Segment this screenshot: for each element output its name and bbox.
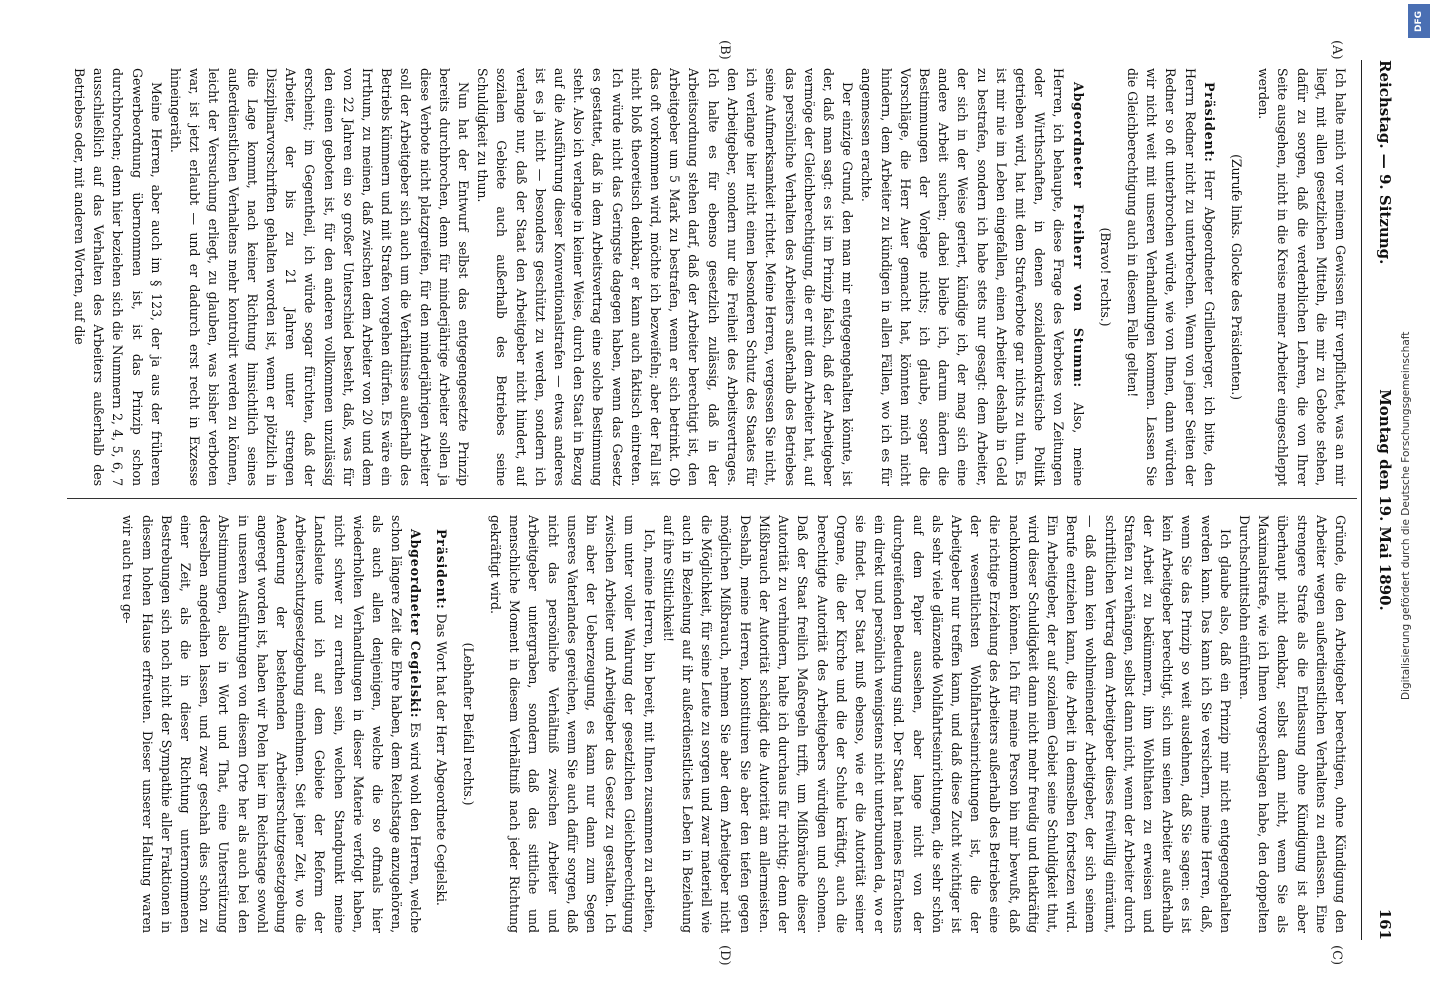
dfg-logo: DFG <box>1408 4 1430 38</box>
paragraph: Nun hat der Entwurf selbst das entgegengesetzte Prinzip bereits durchbrochen, denn für minderjährige Arbeiter sollen ja diese Verbote nicht platzgreifen, für den minderjährigen Arbeiter soll der Arbeitgeber sich auch um die Verhältnisse außerhalb des Betriebs kümmern und mit Strafen vorgehen dürfen. Es wäre ein Irrthum, zu meinen, daß zwischen dem Arbeiter von 20 und dem von 22 Jahren ein so großer Unterschied besteht, daß, was für den einen geboten ist, für den anderen vollkommen unzulässig erscheint; im Gegentheil, ich würde sogar fürchten, daß der Arbeiter, der bis zu 21 Jahren unter strengen Disziplinarvorschriften gehalten worden ist, wenn er plötzlich in die Lage kommt, nach keiner Richtung hinsichtlich seines außerdienstlichen Verhaltens mehr kontrolirt werden zu können, leicht der Versuchung erliegt, zu glauben, was bisher verboten war, ist jetzt erlaubt — und er dadurch erst recht in Exzesse hineingeräth. <box>168 68 472 486</box>
margin-marker-c: (C) <box>1329 945 1344 966</box>
header-date: Montag den 19. Mai 1890. <box>1376 389 1394 611</box>
stage-direction: (Lebhafter Beifall rechts.) <box>460 642 476 806</box>
speech-paragraph <box>431 515 450 933</box>
page-header <box>1361 60 1402 940</box>
margin-marker-b: (B) <box>717 40 732 60</box>
page-number: 161 <box>1376 908 1394 940</box>
paragraph: Der einzige Grund, den man mir entgegengehalten könnte, ist der, daß man sagt: es ist im Prinzip falsch, daß der Arbeitgeber vermöge der Gleichberechtigung, die er mit dem Arbeiter hat, auf das persönliche Verhalten des Arbeiters außerhalb des Betriebes seine Aufmerksamkeit richtet. Meine Herren, vergessen Sie nicht, ich verlange hier nicht einen besonderen Schutz des Staates für den Arbeitgeber, sondern nur die Freiheit des Arbeitsvertrages. Ich halte es für ebenso gesetzlich zulässig, daß in der Arbeitsordnung stehen darf, daß der Arbeiter berechtigt ist, den Arbeitgeber um 5 Mark zu bestrafen, wenn er sich betrinkt. Ob das oft vorkommen wird, möchte ich bezweifeln; aber der Fall ist nicht bloß theoretisch denkbar, er kann auch faktisch eintreten. Ich würde nicht das Geringste dagegen haben, wenn das Gesetz es gestattet, daß in dem Arbeitsvertrag eine solche Bestimmung steht. Also ich verlange in keiner Weise, durch den Staat in Bezug auf die Ausführung dieser Konventionalstrafen — etwas anderes ist es ja nicht — besonders geschützt zu werden, sondern ich verlange nur, daß der Staat den Arbeitgeber nicht hindert, auf sozialem Gebiete auch außerhalb des Betriebes seine Schuldigkeit zu thun. <box>475 68 856 486</box>
speech-text: Das Wort hat der Herr Abgeordnete Cegielski. <box>433 613 449 906</box>
margin-marker-a: (A) <box>1329 40 1344 60</box>
paragraph: Ich, meine Herren, bin bereit, mit Ihnen zusammen zu arbeiten, um unter voller Wahrung der gesetzlichen Gleichberechtigung zwischen Arbeiter und Arbeitgeber das Gesetz zu gestalten. Ich bin aber der Ueberzeugung, es kann nur dann zum Segen unseres Vaterlandes gereichen, wenn Sie auch dafür sorgen, daß nicht das persönliche Verhältniß zwischen Arbeiter und Arbeitgeber untergraben, sondern daß das sittliche und menschliche Moment in diesem Verhältniß nach jeder Richtung gekräftigt wird. <box>488 515 657 933</box>
speech-text: Es wird wohl den Herren, welche schon längere Zeit die Ehre haben, dem Reichstage anzugehören, als auch allen denjenigen, welche die so oftmals hier wiederholten Verhandlungen in dieser Materie verfolgt haben, nicht schwer zu errathen sein, welchen Standpunkt meine Landsleute und ich auf dem Gebiete der Reform der Arbeiterschutzgesetzgebung einnehmen. Seit jener Zeit, wo die Aenderung der bestehenden Arbeiterschutzgesetzgebung angeregt worden ist, haben wir Polen hier im Reichstage sowohl in unseren Ausführungen von diesem Orte her als auch bei den Abstimmungen, also in Wort und That, eine Unterstützung derselben angedeihen lassen, und zwar geschah dies schon zu einer Zeit, als die in dieser Richtung unternommenen Bestrebungen sich noch nicht der Sympathie aller Fraktionen in diesem hohen Hause erfreuten. Dieser unserer Haltung waren wir auch treu ge- <box>120 515 424 933</box>
speech-paragraph <box>118 515 425 933</box>
speech-text: Also, meine Herren, ich behaupte, diese Frage des Verbotes von Zeitungen oder Wirthschaften, in denen sozialdemokratische Politik getrieben wird, hat mit dem Strafverbote gar nichts zu thun. Es ist mir nie im Leben eingefallen, einen Arbeiter deshalb in Geld zu bestrafen, sondern ich habe stets nur gesagt: dem Arbeiter, der sich in der Weise geriert, kündige ich, der mag sich eine andere Arbeit suchen; dabei bleibe ich, darum ändern die Bestimmungen der Vorlage nichts; ich glaube, sogar die Vorschläge, die Herr Auer gemacht hat, könnten mich nicht hindern, dem Arbeiter zu kündigen in allen Fällen, wo ich es für angemessen erachte. <box>859 68 1086 486</box>
paragraph: Gründe, die den Arbeitgeber berechtigen, ohne Kündigung den Arbeiter wegen außerdienstlichen Verhaltens zu entlassen. Eine strengere Strafe als die Entlassung ohne Kündigung ist aber überhaupt nicht denkbar, selbst dann nicht, wenn Sie als Maximalstrafe, wie ich Ihnen vorgeschlagen habe, den doppelten Durchschnittslohn einführen. <box>1236 515 1348 933</box>
stage-direction: (Zurufe links. Glocke des Präsidenten.) <box>1228 154 1244 400</box>
speaker-name: Präsident: <box>1201 82 1217 163</box>
speech-paragraph <box>1123 68 1219 486</box>
paragraph: Ich glaube also, daß ein Prinzip mir nicht entgegengehalten werden kann. Das kann ich Sie versichern, meine Herren, daß, wenn Sie das Prinzip so weit ausdehnen, daß Sie sagen: es ist kein Arbeitgeber berechtigt, sich um seinen Arbeiter außerhalb der Arbeit zu bekümmern, ihm Wohlthaten zu erweisen und Strafen zu verhängen, selbst dann nicht, wenn der Arbeiter durch schriftlichen Vertrag dem Arbeitgeber dieses freiwillig einräumt, — daß dann kein wohlmeinender Arbeitgeber, der sich seinem Berufe entziehen kann, die Arbeit in demselben fortsetzen wird. Ein Arbeitgeber, der auf sozialem Gebiet seine Schuldigkeit thut, wird dieser Schuldigkeit dann nicht mehr freudig und thatkräftig nachkommen können. Ich für meine Person bin mir bewußt, daß die richtige Erziehung des Arbeiters außerhalb des Betriebes eine der wesentlichsten Wohlfahrtseinrichtungen ist, die der Arbeitgeber nur treffen kann, und daß diese Zucht wichtiger ist als sehr viele glänzende Wohlfahrtseinrichtungen, die sehr schön auf dem Papier aussehen, aber lange nicht von der durchgreifenden Bedeutung sind. Der Staat hat meines Erachtens ein direkt und persönlich wenigstens nicht unterbunden da, wo er sie findet. Der Staat muß ebenso, wie er die Autorität seiner Organe, die der Kirche und die der Schule kräftigt, auch die berechtigte Autorität des Arbeitgebers würdigen und schonen. Daß der Staat freilich Maßregeln trifft, um Mißbräuche dieser Autorität zu verhindern, halte ich durchaus für richtig; denn der Mißbrauch der Autorität schädigt die Autorität am allermeisten. Deshalb, meine Herren, konstituiren Sie aber den tiefen gegen möglichen Mißbrauch, nehmen Sie aber dem Arbeitgeber nicht die Möglichkeit, für seine Leute zu sorgen und zwar materiell wie auch in Beziehung auf ihr außerdienstliches Leben in Beziehung auf ihre Sittlichkeit! <box>660 515 1233 933</box>
column-divider <box>67 498 1357 499</box>
speaker-name: Abgeordneter Cegielski: <box>408 529 424 719</box>
speech-text: Herr Abgeordneter Grillenberger, ich bitte, den Herrn Redner nicht zu unterbrechen. Wenn von jener Seiten der Redner so oft unterbrochen würde, wie von Ihnen, dann würden wir nicht weit mit unseren Verhandlungen kommen. Lassen Sie die Gleichberechtigung auch in diesem Falle gelten! <box>1124 68 1217 486</box>
right-column <box>60 515 1350 933</box>
left-column <box>60 68 1350 486</box>
margin-marker-d: (D) <box>717 945 732 966</box>
dfg-credit: Digitalisierung gefördert durch die Deutsche Forschungsgemeinschaft <box>1400 331 1412 700</box>
stage-direction: (Bravo! rechts.) <box>1097 227 1113 327</box>
paragraph: Meine Herren, aber auch im § 123, der ja aus der früheren Gewerbeordnung übernommen ist, ist das Prinzip schon durchbrochen; denn hier beziehen sich die Nummern 2, 4, 5, 6, 7 ausschließlich auf das Verhalten des Arbeiters außerhalb des Betriebes oder, mit anderen Worten, auf die <box>72 68 164 486</box>
paragraph: Ich halte mich vor meinem Gewissen für verpflichtet, was an mir liegt, mit allen gesetzlichen Mitteln, die mir zu Gebote stehen, dafür zu sorgen, daß die verderblichen Lehren, die von Ihrer Seite ausgehen, nicht in die Kreise meiner Arbeiter eingeschleppt werden. <box>1256 68 1348 486</box>
speech-paragraph <box>857 68 1087 486</box>
header-session: Reichstag. — 9. Sitzung. <box>1376 60 1394 265</box>
speaker-name: Abgeordneter Freiherr von Stumm: <box>1070 82 1086 388</box>
speaker-name: Präsident: <box>433 529 449 610</box>
